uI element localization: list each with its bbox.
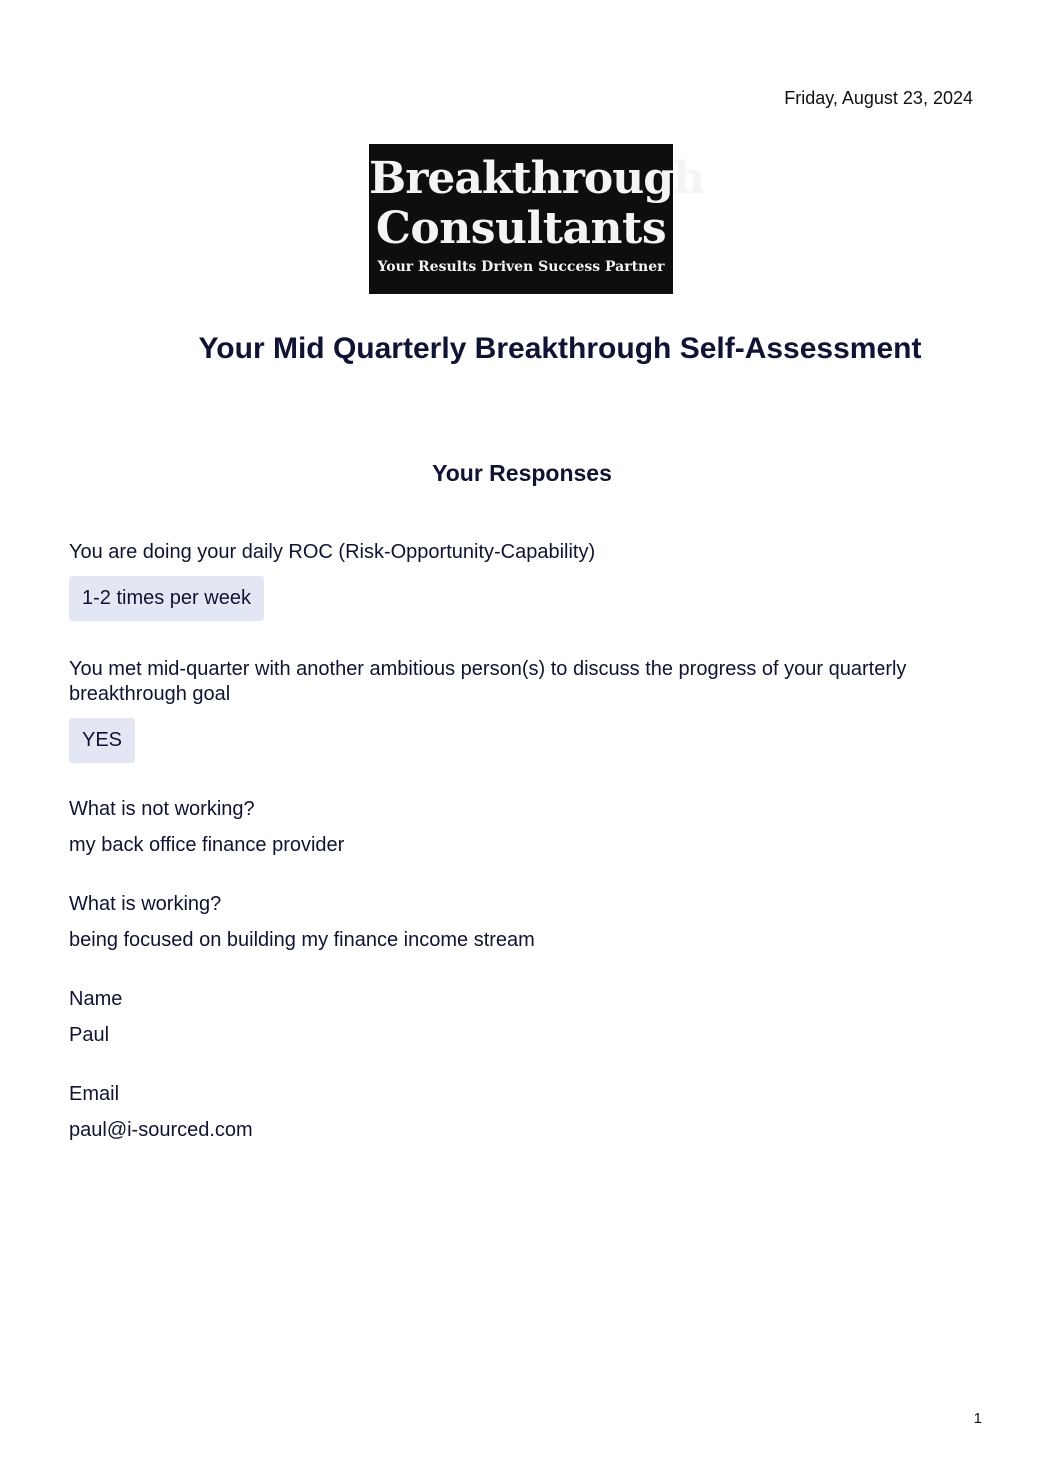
logo-tagline: Your Results Driven Success Partner: [377, 259, 665, 275]
response-item-mid-quarter-meeting: [69, 657, 975, 763]
document-date: Friday, August 23, 2024: [784, 88, 973, 108]
response-item-name: [69, 987, 975, 1048]
response-item-working: [69, 892, 975, 953]
question-label: Name: [69, 988, 123, 1010]
answer-chip: YES: [69, 718, 135, 763]
question-label: You are doing your daily ROC (Risk-Opportunity-Capability): [69, 541, 596, 563]
question-label: Email: [69, 1083, 120, 1105]
answer-text: Paul: [69, 1024, 110, 1046]
answer-text: my back office finance provider: [69, 834, 345, 856]
company-logo: [369, 144, 704, 294]
response-item-email: [69, 1082, 975, 1143]
response-item-not-working: [69, 797, 975, 858]
answer-text: paul@i-sourced.com: [69, 1119, 253, 1141]
question-label: What is working?: [69, 893, 222, 915]
responses-heading: Your Responses: [432, 460, 612, 486]
logo-line-1: Breakthrough: [369, 153, 704, 204]
question-label: What is not working?: [69, 798, 255, 820]
answer-text: being focused on building my finance income stream: [69, 929, 535, 951]
response-item-roc: [69, 540, 975, 621]
question-label: You met mid-quarter with another ambitious person(s) to discuss the progress of your quarterly breakthrough goal: [69, 658, 907, 705]
page-title: Your Mid Quarterly Breakthrough Self-Assessment: [198, 332, 922, 365]
answer-chip: 1-2 times per week: [69, 576, 264, 621]
logo-line-2: Consultants: [375, 203, 667, 254]
page-number: 1: [973, 1410, 982, 1427]
